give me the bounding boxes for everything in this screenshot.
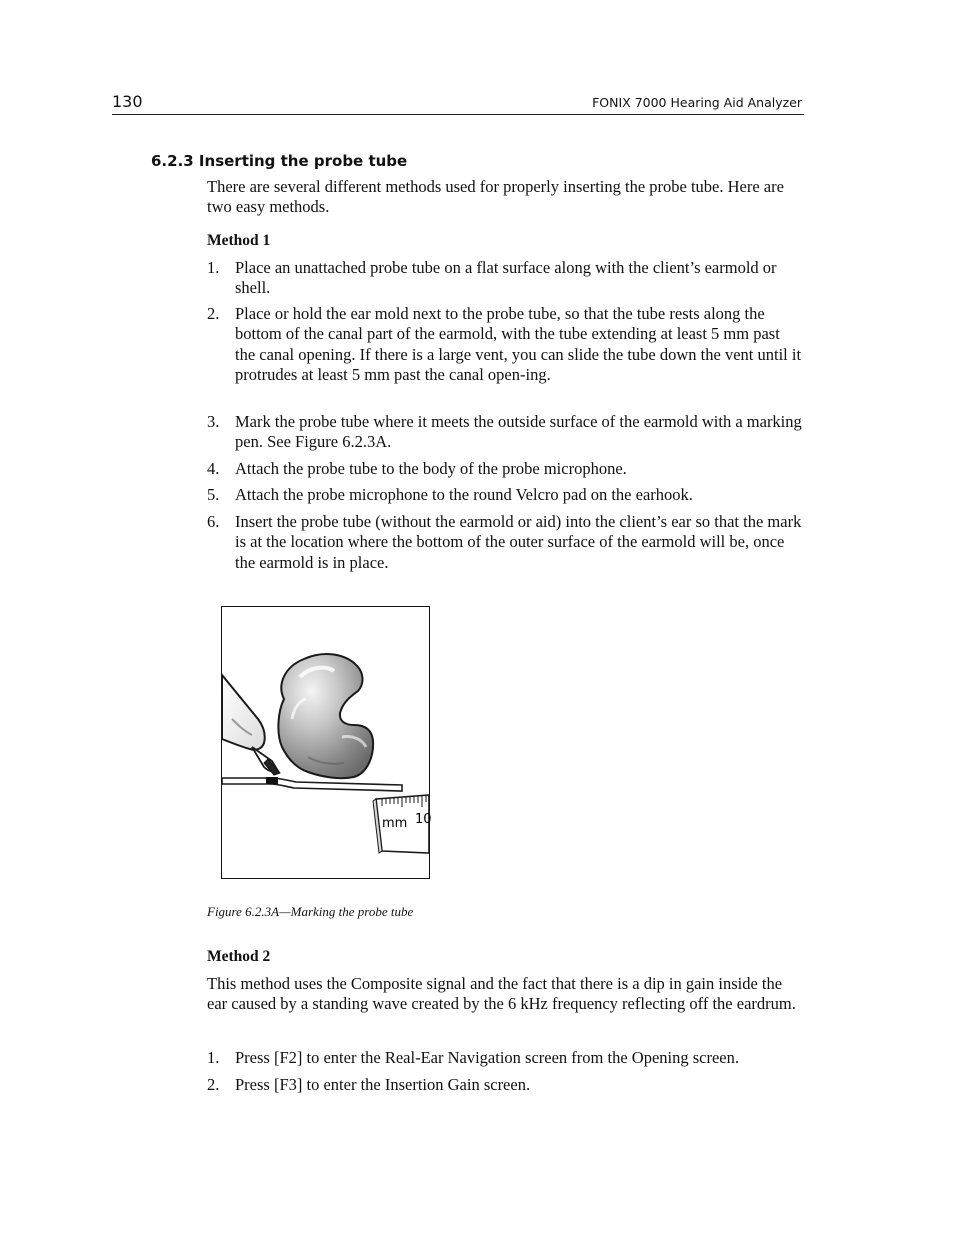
figure-illustration xyxy=(222,607,432,878)
ruler-number-label: 10 xyxy=(415,812,432,827)
step-text: Place an unattached probe tube on a flat surface along with the client’s earmold or shell. xyxy=(235,258,777,298)
method-2-label: Method 2 xyxy=(207,948,271,965)
tube-mark xyxy=(266,777,278,784)
figure-marking-probe-tube xyxy=(221,606,430,879)
step-text: Insert the probe tube (without the earmold or aid) into the client’s ear so that the mark is at the location where the bottom of the outer surface of the earmold will be, once the earmold is in place. xyxy=(235,512,802,572)
method-2-intro: This method uses the Composite signal and the fact that there is a dip in gain inside the ear caused by a standing wave created by the 6 kHz frequency reflecting off the eardrum. xyxy=(207,974,796,1014)
step-number: 1. xyxy=(207,258,220,277)
step-number: 4. xyxy=(207,459,220,478)
method-1-step xyxy=(207,304,803,385)
method-1-step xyxy=(207,512,803,573)
probe-tube-shape xyxy=(222,778,402,791)
step-text: Place or hold the ear mold next to the probe tube, so that the tube rests along the bottom of the canal part of the earmold, with the tube extending at least 5 mm past the canal opening. If there is a large vent, you can slide the tube down the vent until it protrudes at least 5 mm past the canal open-ing. xyxy=(235,304,802,384)
step-text: Attach the probe microphone to the round Velcro pad on the earhook. xyxy=(235,485,693,504)
method-1-step xyxy=(207,412,803,453)
step-text: Mark the probe tube where it meets the outside surface of the earmold with a marking pen. See Figure 6.2.3A. xyxy=(235,412,802,452)
section-title: 6.2.3 Inserting the probe tube xyxy=(151,152,408,170)
step-number: 2. xyxy=(207,304,220,323)
method-1-step xyxy=(207,459,803,479)
step-number: 3. xyxy=(207,412,220,431)
marking-pen-shape xyxy=(222,675,265,750)
step-number: 5. xyxy=(207,485,220,504)
step-text: Attach the probe tube to the body of the probe microphone. xyxy=(235,459,627,478)
figure-caption: Figure 6.2.3A—Marking the probe tube xyxy=(207,904,414,919)
method-1-step xyxy=(207,258,803,299)
section-intro: There are several different methods used for properly inserting the probe tube. Here are two easy methods. xyxy=(207,177,784,217)
method-2-step xyxy=(207,1075,803,1095)
step-text: Press [F2] to enter the Real-Ear Navigation screen from the Opening screen. xyxy=(235,1048,739,1067)
step-number: 1. xyxy=(207,1048,220,1067)
running-title: FONIX 7000 Hearing Aid Analyzer xyxy=(592,95,802,110)
step-text: Press [F3] to enter the Insertion Gain screen. xyxy=(235,1075,531,1094)
method-1-step xyxy=(207,485,803,505)
step-number: 2. xyxy=(207,1075,220,1094)
page-number: 130 xyxy=(112,92,143,111)
page-header xyxy=(112,92,804,115)
method-1-label: Method 1 xyxy=(207,232,271,249)
step-number: 6. xyxy=(207,512,220,531)
ruler-unit-label: mm xyxy=(382,816,408,831)
method-2-step xyxy=(207,1048,803,1068)
